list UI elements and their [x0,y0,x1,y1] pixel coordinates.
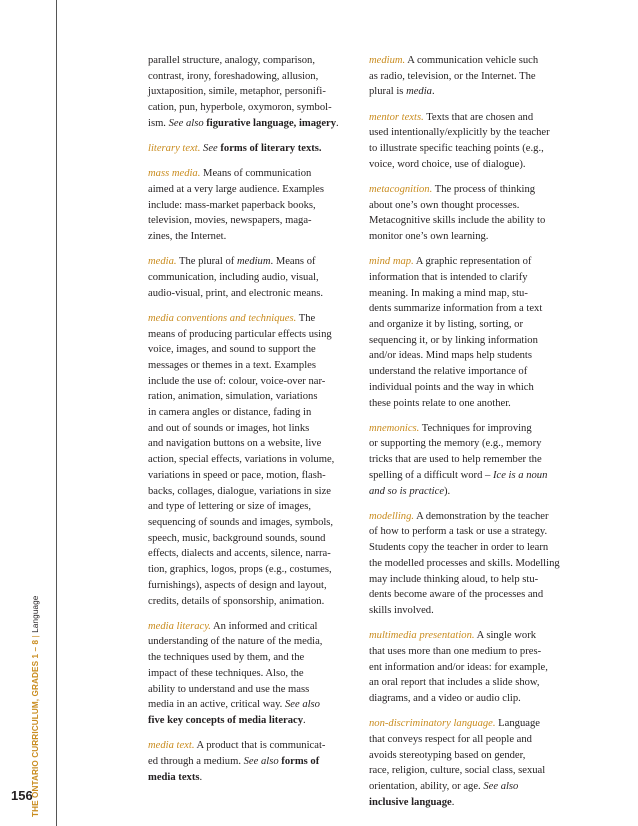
body-text: understanding of the nature of the media, [148,636,323,648]
body-text: understand the relative importance of [369,366,528,378]
text-line [369,716,569,732]
text-line [148,141,353,157]
glossary-term: media literacy. [148,620,211,632]
text-line [148,374,353,390]
text-line [148,578,353,594]
italic-text: Ice is a noun [492,469,548,481]
body-text: an oral report that includes a slide show, [369,677,540,689]
text-line [148,562,353,578]
glossary-term: mass media. [148,168,201,180]
glossary-term: metacognition. [369,183,433,195]
body-text: . [431,86,435,98]
body-text: these points relate to one another. [369,397,511,409]
text-line [148,182,353,198]
body-text: or supporting the memory (e.g., memory [369,438,542,450]
body-text: tricks that are used to help remember the [369,454,542,466]
text-line [148,286,353,302]
glossary-term: non-discriminatory language. [369,718,496,730]
text-line [148,405,353,421]
text-line [369,380,569,396]
body-text: Techniques for improving [419,422,532,434]
text-line [369,675,569,691]
body-text: effects, dialects and accents, silence, narra- [148,548,331,560]
glossary-entry [369,421,569,500]
glossary-entry [369,254,569,411]
cross-reference: media texts [148,771,200,783]
series-title: THE ONTARIO CURRICULUM, GRADES 1 – 8 [31,639,40,817]
glossary-entry [148,141,353,157]
body-text: sequencing it, or by linking information [369,334,538,346]
body-text: Students copy the teacher in order to learn [369,542,549,554]
body-text: in camera angles or distance, fading in [148,407,312,419]
text-line [148,213,353,229]
text-line [369,84,569,100]
glossary-entry [369,509,569,619]
glossary-entry [148,619,353,729]
text-line [369,254,569,270]
body-text: . [451,796,455,808]
text-line [369,213,569,229]
body-text: television, movies, newspapers, maga- [148,215,312,227]
text-line [148,327,353,343]
text-line [148,358,353,374]
body-text: the techniques used by them, and the [148,652,305,664]
body-text: Language [495,718,540,730]
text-line [369,396,569,412]
body-text: variations in speed or pace, motion, flash- [148,469,326,481]
text-line [369,732,569,748]
text-line [369,779,569,795]
text-line [369,628,569,644]
glossary-column-left [148,53,353,795]
body-text: individual points and the way in which [369,381,534,393]
cross-reference: inclusive language [369,796,452,808]
body-text: audio-visual, print, and electronic means. [148,287,324,299]
text-line [369,691,569,707]
body-text: include: mass-market paperback books, [148,199,316,211]
text-line [369,69,569,85]
glossary-entry [369,182,569,245]
body-text: ration, animation, simulation, variations [148,391,318,403]
body-text: and type of lettering or size of images, [148,501,311,513]
glossary-term: mnemonics. [369,422,420,434]
text-line [148,229,353,245]
text-line [369,198,569,214]
text-line [148,452,353,468]
text-line [148,650,353,666]
text-line [369,748,569,764]
body-text: used intentionally/explicitly by the teacher [369,127,550,139]
text-line [369,301,569,317]
body-text: sequencing of sounds and images, symbols, [148,516,334,528]
text-line [369,53,569,69]
italic-text: and so is practice [369,485,445,497]
text-line [148,634,353,650]
body-text: Means of communication [200,168,312,180]
glossary-column-right [369,53,569,820]
text-line [148,754,353,770]
body-text: of how to perform a task or use a strategy. [369,526,548,538]
text-line [148,53,353,69]
italic-text: See also [243,755,279,767]
body-text: include the use of: colour, voice-over nar- [148,375,326,387]
glossary-entry [148,738,353,785]
text-line [148,713,353,729]
body-text: the modelled processes and skills. Modelling [369,557,560,569]
body-text: Texts that are chosen and [423,111,534,123]
italic-text: See also [483,781,519,793]
body-text: that conveys respect for all people and [369,733,532,745]
glossary-entry [369,53,569,100]
body-text: ent information and/or ideas: for example, [369,661,548,673]
text-line [148,84,353,100]
text-line [148,515,353,531]
running-footer [31,596,41,817]
text-line [148,666,353,682]
text-line [369,795,569,811]
body-text: voice, word choice, use of dialogue). [369,158,526,170]
body-text: tion, graphics, logos, props (e.g., costumes, [148,564,332,576]
body-text: parallel structure, analogy, comparison, [148,55,315,66]
glossary-entry [148,53,353,132]
body-text: information that is intended to clarify [369,271,528,283]
glossary-entry [148,311,353,609]
subject-name: Language [31,595,40,633]
body-text: that uses more than one medium to pres- [369,645,542,657]
body-text: A product that is communicat- [194,740,326,752]
glossary-term: mentor texts. [369,111,424,123]
text-line [369,110,569,126]
body-text: The [296,312,316,324]
italic-text: See also [168,117,204,129]
text-line [369,644,569,660]
glossary-entry [369,716,569,810]
text-line [369,436,569,452]
body-text: credits, details of sponsorship, animation. [148,595,325,607]
body-text: diagrams, and a video or audio clip. [369,693,521,705]
body-text: The plural of [176,256,237,268]
body-text: juxtaposition, simile, metaphor, personifi- [148,86,326,98]
cross-reference: figurative language, imagery [206,117,337,129]
glossary-term: media text. [148,740,195,752]
body-text: action, special effects, variations in volume, [148,454,335,466]
body-text: zines, the Internet. [148,231,227,243]
text-line [369,524,569,540]
text-line [369,763,569,779]
text-line [369,660,569,676]
glossary-term: medium. [369,55,406,66]
text-line [369,587,569,603]
text-line [369,182,569,198]
text-line [148,619,353,635]
body-text: furnishings), aspects of design and layout, [148,579,327,591]
text-line [148,436,353,452]
body-text: A single work [474,630,537,642]
text-line [148,484,353,500]
body-text: A demonstration by the teacher [414,510,549,522]
text-line [148,116,353,132]
text-line [148,69,353,85]
glossary-entry [148,254,353,301]
body-text: A graphic representation of [413,256,532,268]
text-line [148,100,353,116]
text-line [369,333,569,349]
text-line [369,229,569,245]
text-line [369,125,569,141]
body-text: voice, images, and sound to support the [148,344,316,356]
text-line [148,531,353,547]
text-line [148,254,353,270]
body-text: avoids stereotyping based on gender, [369,749,526,761]
body-text: backs, collages, dialogue, variations in size [148,485,331,497]
glossary-term: multimedia presentation. [369,630,475,642]
text-line [369,317,569,333]
text-line [369,364,569,380]
text-line [369,348,569,364]
body-text: orientation, ability, or age. [369,781,484,793]
glossary-term: media conventions and techniques. [148,312,297,324]
cross-reference: forms of [281,755,320,767]
text-line [148,499,353,515]
body-text: media in an active, critical way. [148,699,285,711]
italic-text: medium [236,256,271,268]
glossary-entry [148,166,353,245]
text-line [148,198,353,214]
text-line [369,421,569,437]
cross-reference: forms of literary texts. [220,143,322,155]
text-line [148,311,353,327]
body-text: spelling of a difficult word – [369,469,493,481]
text-line [148,546,353,562]
italic-text: media [406,86,432,98]
text-line [148,270,353,286]
text-line [148,682,353,698]
glossary-entry [369,628,569,707]
body-text: may include thinking aloud, to help stu- [369,573,539,585]
glossary-term: media. [148,256,177,268]
body-text: skills involved. [369,605,434,616]
body-text: Metacognitive skills include the ability to [369,215,546,227]
body-text: to illustrate specific teaching points (e.g., [369,143,544,155]
text-line [148,594,353,610]
body-text: ability to understand and use the mass [148,683,310,695]
text-line [148,697,353,713]
text-line [148,738,353,754]
body-text: aimed at a very large audience. Examples [148,183,324,195]
body-text: and navigation buttons on a website, live [148,438,322,450]
text-line [369,270,569,286]
body-text: race, religion, culture, social class, sexual [369,765,546,777]
body-text: ). [444,485,451,497]
body-text: meaning. In making a mind map, stu- [369,287,528,299]
glossary-term: mind map. [369,256,414,268]
text-line [369,157,569,173]
body-text: An informed and critical [210,620,318,632]
body-text: messages or themes in a text. Examples [148,359,316,371]
body-text: The process of thinking [432,183,536,195]
text-line [369,141,569,157]
cross-reference: five key concepts of media literacy [148,714,304,726]
body-text: . [303,714,306,726]
body-text: . Means of [270,256,316,268]
body-text: ed through a medium. [148,755,244,767]
italic-text: See [203,143,218,155]
body-text: dents summarize information from a text [369,303,543,315]
body-text: ism. [148,117,169,129]
text-line [148,389,353,405]
body-text: plural is [369,86,407,98]
body-text: . [199,771,203,783]
text-line [369,509,569,525]
text-line [148,342,353,358]
text-line [369,572,569,588]
text-line [369,556,569,572]
body-text: contrast, irony, foreshadowing, allusion, [148,70,319,82]
text-line [369,468,569,484]
body-text: impact of these techniques. Also, the [148,667,304,679]
text-line [369,540,569,556]
footer-separator: | [31,635,40,638]
body-text: about one’s own thought processes. [369,199,520,211]
text-line [369,286,569,302]
glossary-term: literary text. [148,143,201,155]
body-text: monitor one’s own learning. [369,231,489,243]
text-line [369,484,569,500]
glossary-term: modelling. [369,510,415,522]
text-line [369,452,569,468]
glossary-entry [369,110,569,173]
text-line [148,166,353,182]
margin-rule [56,0,57,826]
body-text: cation, pun, hyperbole, oxymoron, symbol- [148,102,332,114]
text-line [148,770,353,786]
body-text: means of producing particular effects using [148,328,332,340]
body-text: as radio, television, or the Internet. The [369,70,536,82]
body-text: and organize it by listing, sorting, or [369,319,523,331]
body-text: . [336,117,339,129]
body-text: speech, music, background sounds, sound [148,532,326,544]
text-line [148,421,353,437]
body-text: A communication vehicle such [405,55,539,66]
page-number: 156 [11,788,33,803]
body-text: communication, including audio, visual, [148,271,319,283]
body-text: dents become aware of the processes and [369,589,544,601]
body-text: and out of sounds or images, hot links [148,422,310,434]
body-text: and/or ideas. Mind maps help students [369,350,533,362]
italic-text: See also [284,699,320,711]
text-line [148,468,353,484]
text-line [369,603,569,619]
